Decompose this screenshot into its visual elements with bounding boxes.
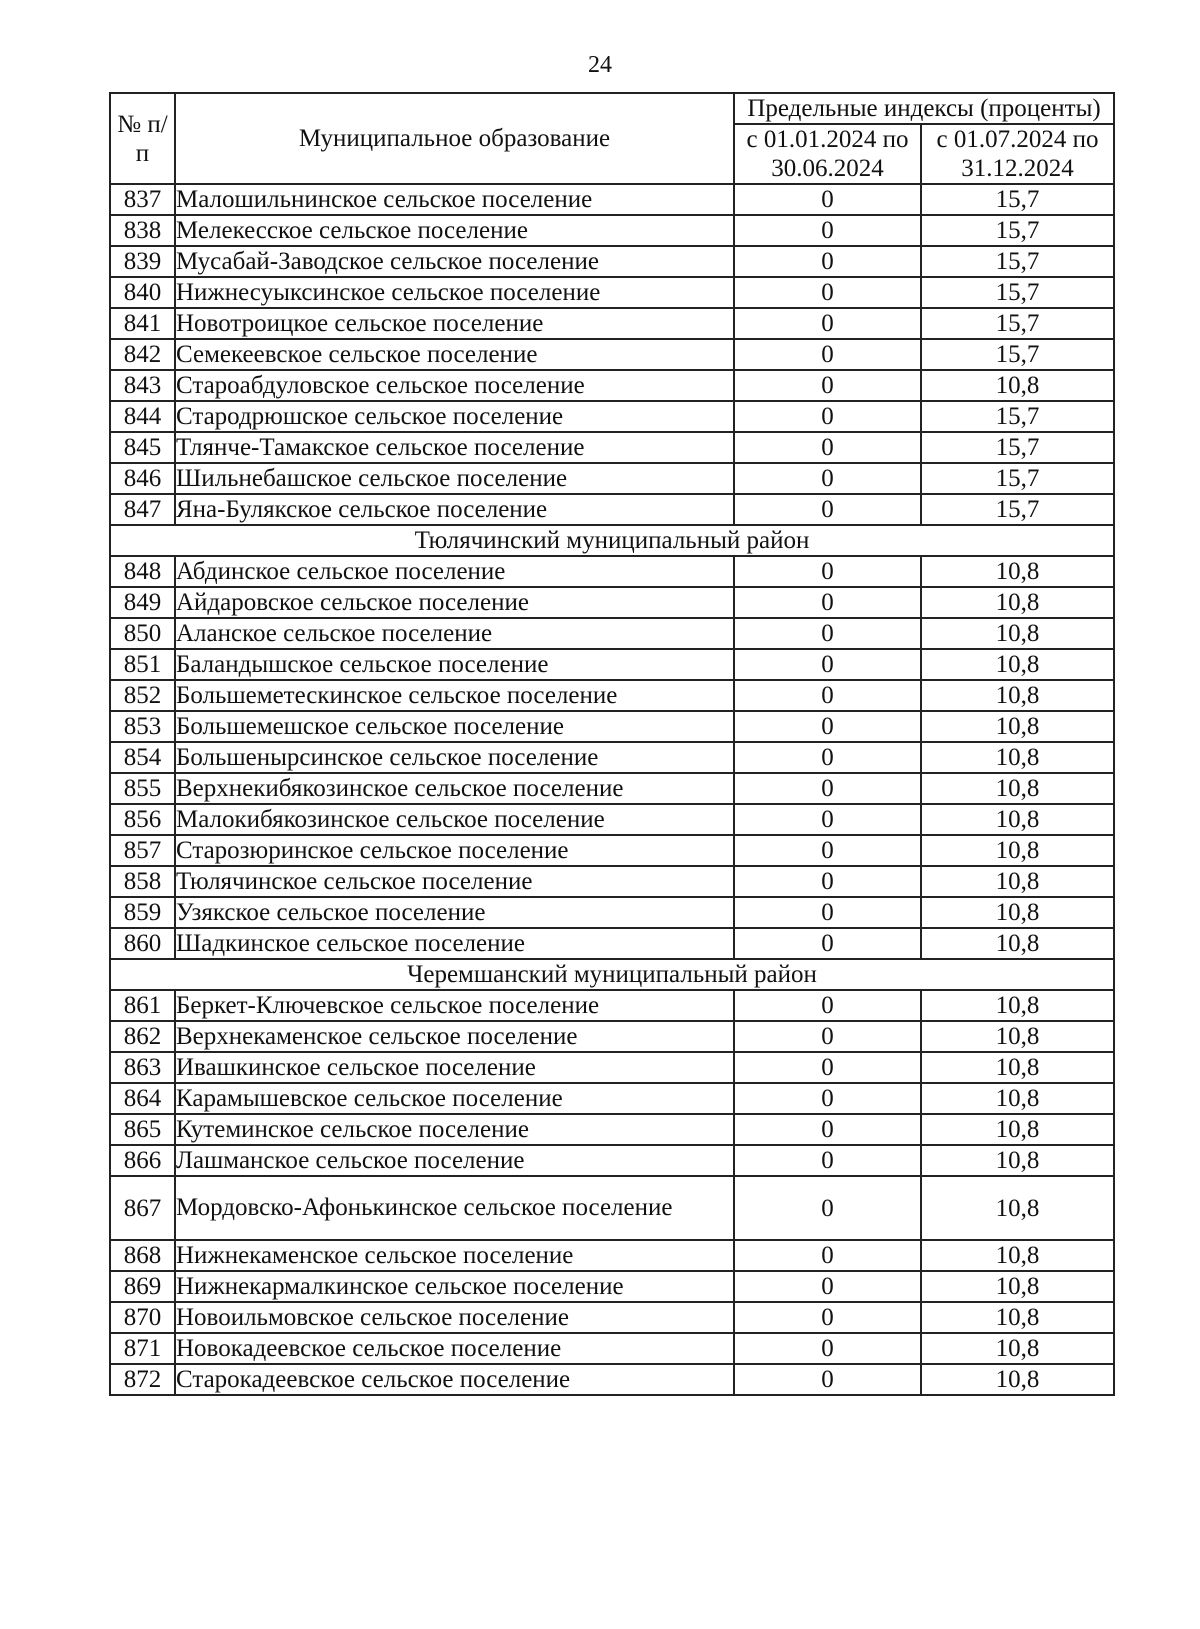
row-number: 858: [110, 866, 175, 897]
row-number: 870: [110, 1302, 175, 1333]
row-number: 857: [110, 835, 175, 866]
table-row: [110, 463, 1114, 494]
row-index-period-2: 15,7: [921, 184, 1114, 215]
row-municipality: Новотроицкое сельское поселение: [175, 308, 734, 339]
row-number: 861: [110, 990, 175, 1021]
header-municipality: Муниципальное образование: [175, 93, 734, 184]
row-municipality: Яна-Булякское сельское поселение: [175, 494, 734, 525]
row-number: 855: [110, 773, 175, 804]
row-index-period-2: 10,8: [921, 990, 1114, 1021]
row-number: 859: [110, 897, 175, 928]
row-municipality: Большенырсинское сельское поселение: [175, 742, 734, 773]
table-row: [110, 928, 1114, 959]
table-row: [110, 339, 1114, 370]
row-municipality: Малошильнинское сельское поселение: [175, 184, 734, 215]
row-number: 865: [110, 1114, 175, 1145]
row-index-period-2: 10,8: [921, 1021, 1114, 1052]
row-index-period-1: 0: [734, 680, 921, 711]
row-index-period-2: 10,8: [921, 1176, 1114, 1240]
row-index-period-2: 10,8: [921, 1052, 1114, 1083]
row-municipality: Большемешское сельское поселение: [175, 711, 734, 742]
row-index-period-2: 10,8: [921, 1114, 1114, 1145]
row-municipality: Лашманское сельское поселение: [175, 1145, 734, 1176]
table-row: [110, 773, 1114, 804]
row-number: 854: [110, 742, 175, 773]
row-index-period-1: 0: [734, 711, 921, 742]
table-row: [110, 680, 1114, 711]
row-index-period-2: 10,8: [921, 928, 1114, 959]
row-index-period-2: 10,8: [921, 618, 1114, 649]
row-number: 871: [110, 1333, 175, 1364]
table-row: [110, 277, 1114, 308]
row-municipality: Кутеминское сельское поселение: [175, 1114, 734, 1145]
row-number: 860: [110, 928, 175, 959]
table-row: [110, 370, 1114, 401]
row-index-period-2: 15,7: [921, 246, 1114, 277]
row-number: 847: [110, 494, 175, 525]
row-index-period-1: 0: [734, 1364, 921, 1395]
table-row: [110, 1145, 1114, 1176]
row-index-period-2: 10,8: [921, 556, 1114, 587]
header-num: № п/п: [110, 93, 175, 184]
row-index-period-1: 0: [734, 339, 921, 370]
row-municipality: Новоильмовское сельское поселение: [175, 1302, 734, 1333]
table-row: [110, 1021, 1114, 1052]
row-index-period-1: 0: [734, 618, 921, 649]
section-row: [110, 525, 1114, 556]
row-municipality: Новокадеевское сельское поселение: [175, 1333, 734, 1364]
row-index-period-1: 0: [734, 1145, 921, 1176]
table-row: [110, 1052, 1114, 1083]
row-municipality: Малокибякозинское сельское поселение: [175, 804, 734, 835]
table-row: [110, 401, 1114, 432]
row-number: 841: [110, 308, 175, 339]
table-row: [110, 711, 1114, 742]
row-index-period-2: 10,8: [921, 680, 1114, 711]
row-number: 863: [110, 1052, 175, 1083]
row-index-period-1: 0: [734, 1240, 921, 1271]
table-row: [110, 897, 1114, 928]
row-municipality: Верхнекибякозинское сельское поселение: [175, 773, 734, 804]
row-index-period-1: 0: [734, 773, 921, 804]
table-row: [110, 184, 1114, 215]
row-municipality: Баландышское сельское поселение: [175, 649, 734, 680]
row-index-period-1: 0: [734, 897, 921, 928]
row-index-period-2: 15,7: [921, 494, 1114, 525]
row-index-period-2: 10,8: [921, 742, 1114, 773]
row-index-period-1: 0: [734, 184, 921, 215]
table-row: [110, 587, 1114, 618]
row-number: 848: [110, 556, 175, 587]
row-municipality: Большеметескинское сельское поселение: [175, 680, 734, 711]
row-index-period-1: 0: [734, 463, 921, 494]
table-row: [110, 1333, 1114, 1364]
row-municipality: Нижнесуыксинское сельское поселение: [175, 277, 734, 308]
section-title: Тюлячинский муниципальный район: [110, 525, 1114, 556]
row-municipality: Мордовско-Афонькинское сельское поселение: [175, 1176, 734, 1240]
row-index-period-1: 0: [734, 1333, 921, 1364]
table-row: [110, 432, 1114, 463]
row-index-period-1: 0: [734, 556, 921, 587]
row-index-period-1: 0: [734, 401, 921, 432]
row-number: 851: [110, 649, 175, 680]
row-number: 867: [110, 1176, 175, 1240]
row-index-period-1: 0: [734, 215, 921, 246]
row-index-period-2: 10,8: [921, 773, 1114, 804]
row-number: 845: [110, 432, 175, 463]
row-index-period-1: 0: [734, 649, 921, 680]
row-index-period-1: 0: [734, 494, 921, 525]
row-index-period-1: 0: [734, 835, 921, 866]
header-indices: Предельные индексы (проценты): [734, 93, 1114, 124]
page-number: 24: [588, 52, 612, 78]
row-index-period-2: 10,8: [921, 1271, 1114, 1302]
row-index-period-2: 15,7: [921, 401, 1114, 432]
table-row: [110, 308, 1114, 339]
row-index-period-1: 0: [734, 308, 921, 339]
row-municipality: Семекеевское сельское поселение: [175, 339, 734, 370]
row-municipality: Айдаровское сельское поселение: [175, 587, 734, 618]
row-municipality: Нижнекармалкинское сельское поселение: [175, 1271, 734, 1302]
table-row: [110, 618, 1114, 649]
table-row: [110, 804, 1114, 835]
row-municipality: Мусабай-Заводское сельское поселение: [175, 246, 734, 277]
row-number: 849: [110, 587, 175, 618]
table-row: [110, 215, 1114, 246]
row-number: 839: [110, 246, 175, 277]
row-index-period-1: 0: [734, 1114, 921, 1145]
row-index-period-2: 10,8: [921, 1333, 1114, 1364]
table-row: [110, 1114, 1114, 1145]
row-municipality: Старозюринское сельское поселение: [175, 835, 734, 866]
table-row: [110, 742, 1114, 773]
row-municipality: Стародрюшское сельское поселение: [175, 401, 734, 432]
row-municipality: Шадкинское сельское поселение: [175, 928, 734, 959]
indices-table: [109, 92, 1115, 1396]
row-index-period-2: 10,8: [921, 370, 1114, 401]
row-number: 869: [110, 1271, 175, 1302]
row-number: 852: [110, 680, 175, 711]
row-municipality: Тлянче-Тамакское сельское поселение: [175, 432, 734, 463]
row-index-period-2: 10,8: [921, 1302, 1114, 1333]
row-municipality: Беркет-Ключевское сельское поселение: [175, 990, 734, 1021]
row-index-period-1: 0: [734, 1302, 921, 1333]
row-municipality: Старокадеевское сельское поселение: [175, 1364, 734, 1395]
row-municipality: Шильнебашское сельское поселение: [175, 463, 734, 494]
row-index-period-1: 0: [734, 742, 921, 773]
row-index-period-1: 0: [734, 1021, 921, 1052]
row-index-period-2: 10,8: [921, 587, 1114, 618]
row-index-period-1: 0: [734, 1083, 921, 1114]
row-municipality: Тюлячинское сельское поселение: [175, 866, 734, 897]
row-number: 842: [110, 339, 175, 370]
table-row: [110, 1240, 1114, 1271]
header-period-1: с 01.01.2024 по 30.06.2024: [734, 124, 921, 184]
row-index-period-1: 0: [734, 246, 921, 277]
row-number: 844: [110, 401, 175, 432]
row-number: 856: [110, 804, 175, 835]
table-row: [110, 494, 1114, 525]
row-index-period-2: 15,7: [921, 277, 1114, 308]
row-index-period-2: 10,8: [921, 897, 1114, 928]
table-row: [110, 246, 1114, 277]
table-row: [110, 1302, 1114, 1333]
row-number: 853: [110, 711, 175, 742]
row-index-period-2: 10,8: [921, 1083, 1114, 1114]
row-municipality: Аланское сельское поселение: [175, 618, 734, 649]
table-row: [110, 835, 1114, 866]
row-index-period-2: 15,7: [921, 308, 1114, 339]
row-index-period-1: 0: [734, 370, 921, 401]
row-index-period-2: 15,7: [921, 432, 1114, 463]
section-row: [110, 959, 1114, 990]
row-municipality: Карамышевское сельское поселение: [175, 1083, 734, 1114]
header-period-2: с 01.07.2024 по 31.12.2024: [921, 124, 1114, 184]
row-number: 866: [110, 1145, 175, 1176]
table-row: [110, 1271, 1114, 1302]
row-index-period-1: 0: [734, 1271, 921, 1302]
row-number: 837: [110, 184, 175, 215]
row-number: 864: [110, 1083, 175, 1114]
table-row: [110, 990, 1114, 1021]
row-number: 840: [110, 277, 175, 308]
row-municipality: Узякское сельское поселение: [175, 897, 734, 928]
row-index-period-2: 15,7: [921, 463, 1114, 494]
table-body: [110, 184, 1114, 1395]
row-number: 872: [110, 1364, 175, 1395]
table-row: [110, 556, 1114, 587]
row-municipality: Верхнекаменское сельское поселение: [175, 1021, 734, 1052]
row-index-period-2: 15,7: [921, 339, 1114, 370]
row-number: 862: [110, 1021, 175, 1052]
row-index-period-2: 10,8: [921, 1364, 1114, 1395]
row-index-period-1: 0: [734, 432, 921, 463]
table-row: [110, 1176, 1114, 1240]
row-index-period-1: 0: [734, 866, 921, 897]
table-row: [110, 866, 1114, 897]
row-index-period-2: 10,8: [921, 711, 1114, 742]
row-index-period-2: 10,8: [921, 649, 1114, 680]
row-municipality: Староабдуловское сельское поселение: [175, 370, 734, 401]
table-header: [110, 93, 1114, 184]
row-index-period-2: 10,8: [921, 835, 1114, 866]
row-index-period-2: 10,8: [921, 866, 1114, 897]
row-municipality: Ивашкинское сельское поселение: [175, 1052, 734, 1083]
row-index-period-2: 10,8: [921, 804, 1114, 835]
row-index-period-1: 0: [734, 928, 921, 959]
row-number: 838: [110, 215, 175, 246]
table-row: [110, 1083, 1114, 1114]
row-index-period-2: 10,8: [921, 1240, 1114, 1271]
row-number: 850: [110, 618, 175, 649]
table-row: [110, 649, 1114, 680]
row-index-period-1: 0: [734, 804, 921, 835]
row-number: 846: [110, 463, 175, 494]
row-index-period-1: 0: [734, 1176, 921, 1240]
section-title: Черемшанский муниципальный район: [110, 959, 1114, 990]
row-index-period-2: 15,7: [921, 215, 1114, 246]
row-index-period-1: 0: [734, 990, 921, 1021]
table-row: [110, 1364, 1114, 1395]
row-index-period-2: 10,8: [921, 1145, 1114, 1176]
row-index-period-1: 0: [734, 1052, 921, 1083]
row-number: 868: [110, 1240, 175, 1271]
row-municipality: Абдинское сельское поселение: [175, 556, 734, 587]
row-municipality: Нижнекаменское сельское поселение: [175, 1240, 734, 1271]
row-municipality: Мелекесское сельское поселение: [175, 215, 734, 246]
row-index-period-1: 0: [734, 587, 921, 618]
row-index-period-1: 0: [734, 277, 921, 308]
row-number: 843: [110, 370, 175, 401]
